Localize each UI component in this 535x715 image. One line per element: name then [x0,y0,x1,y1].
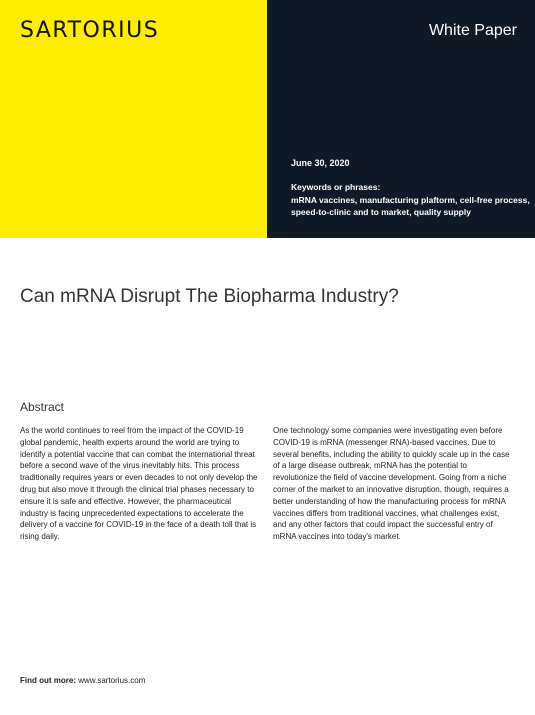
footer-label: Find out more: [20,676,76,685]
page-title: Can mRNA Disrupt The Biopharma Industry? [20,286,399,307]
footer [20,676,145,685]
dark-panel [267,0,535,238]
cover-header [0,0,535,238]
document-type-label: White Paper [428,22,517,39]
abstract-heading: Abstract [20,400,65,414]
yellow-panel [0,0,267,238]
keywords-text: mRNA vaccines, manufacturing plaftorm, cell-free process, speed-to-clinic and to market, quality supply [291,195,530,217]
abstract-column-right: One technology some companies were investigating even before COVID-19 is mRNA (messenger RNA)-based vaccines. Due to several benefits, including the ability to quickly scale up in the case of a large disease outbreak, mRNA has the potential to revolutionize the field of vaccine development. Going from a niche corner of the market to an innovative disruption, though, requires a better understanding of how the manufacturing process for mRNA vaccines differs from traditional vaccines, what challenges exist, and any other factors that could impact the successful entry of mRNA vaccines into today's market. [273,426,510,542]
abstract-column-left: As the world continues to reel from the impact of the COVID-19 global pandemic, health experts around the world are trying to identify a potential vaccine that can combat the international threat before a second wave of the virus inevitably hits. This process traditionally requires years or even decades to not only develop the drug but also move it through the clinical trial phases necessary to ensure it is safe and effective. However, the pharmaceutical industry is facing unprecedented expectations to accelerate the delivery of a vaccine for COVID-19 in the face of a death toll that is rising daily. [20,426,258,542]
sartorius-logo: SARTORIUS [20,18,160,43]
keywords-label: Keywords or phrases: [291,182,381,192]
publication-date: June 30, 2020 [291,158,350,168]
footer-link[interactable]: www.sartorius.com [78,676,146,685]
